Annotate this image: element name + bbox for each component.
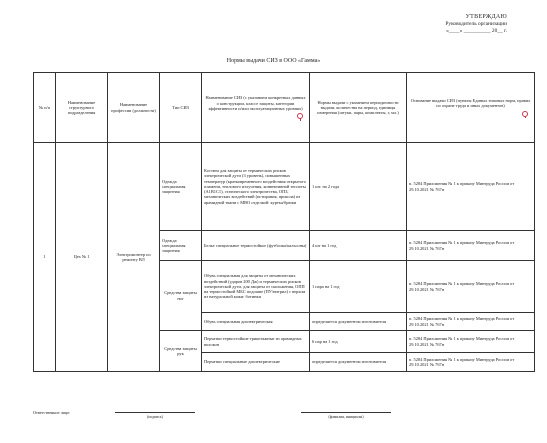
approval-heading: УТВЕРЖДАЮ: [465, 14, 507, 20]
approval-date: «____» __________ 20__ г.: [446, 28, 507, 34]
item-norm: 4 шт на 1 год: [310, 231, 407, 261]
document-title: Нормы выдачи СИЗ в ООО «Гамма»: [226, 58, 321, 64]
row-type-clothing: Одежда специальная защитная: [160, 143, 202, 231]
header-basis-text: Основание выдачи СИЗ (пункты Единых типовых норм, правил по охране труда и иных документов): [410, 98, 531, 109]
item-name: Перчатки специальные диэлектрические: [202, 353, 310, 372]
header-type: Тип СИЗ: [160, 73, 202, 143]
row-profession: Электромонтер по ремонту ВЛ: [108, 143, 160, 372]
table-row: [34, 143, 535, 231]
item-norm: 1 шт. на 2 года: [310, 143, 407, 231]
location-pin-icon: [522, 111, 528, 117]
approval-block: [387, 14, 507, 35]
signature-line: [115, 412, 195, 413]
row-type-hands: Средства защиты рук: [160, 331, 202, 372]
row-type-protection: Средства защиты ног: [160, 261, 202, 331]
signature-caption: (подпись): [147, 415, 163, 419]
header-norm: Нормы выдачи с указанием периодичности выдачи, количества на период, единицы измерения (штуки, пары, комплекты, г, мл.): [310, 73, 407, 143]
item-name: Обувь специальная диэлектрическая: [202, 313, 310, 331]
item-basis: п. 5284 Приложения № 1 к приказу Минтруда России от 29.10.2021 № 767н: [407, 331, 535, 353]
item-basis: п. 5284 Приложения № 1 к приказу Минтруда России от 29.10.2021 № 767н: [407, 231, 535, 261]
row-num: 1: [34, 143, 56, 372]
approval-position: Руководитель организации: [445, 21, 507, 27]
header-row: [34, 73, 535, 143]
header-department: Наименование структурного подразделения: [56, 73, 108, 143]
item-norm: 6 пар на 1 год: [310, 331, 407, 353]
header-name: [202, 73, 310, 143]
item-name: Белье специальное термостойкое (футболка/кальсоны): [202, 231, 310, 261]
item-name: Костюм для защиты от термических рисков электрической дуги (3 уровень), повышенных температур (кратковременного воздействия открытого пламени, теплового излучения, конвективной теплоты (А1В1С1), статического электричества, ОПЗ, механических воздействий (истирания, прокола) из арамидной ткани с МВО отделкой: куртка/брюки: [202, 143, 310, 231]
header-name-text: Наименование СИЗ (с указанием конкретных данных о конструкции, классе защиты, категории эффективности и/или эксплуатационных уровнях): [205, 95, 306, 111]
item-norm: определяется документом изготовителя: [310, 313, 407, 331]
norms-table: [33, 72, 535, 372]
item-norm: 1 пара на 1 год: [310, 261, 407, 313]
header-profession: Наименование профессии (должности): [108, 73, 160, 143]
location-pin-icon: [297, 113, 303, 119]
row-type-clothing: Одежда специальная защитная: [160, 231, 202, 261]
item-basis: п. 5284 Приложения № 1 к приказу Минтруда России от 29.10.2021 № 767н: [407, 143, 535, 231]
item-name: Обувь специальная для защиты от механических воздействий (ударов 200 Дж) и термических рисков электрической дуги, для защиты от скольжения, ОПП на термостойкой МБС подошве (ПУ/нитрил) с верхом из натуральной кожи: ботинки: [202, 261, 310, 313]
item-name: Перчатки термостойкие трикотажные из арамидных волокон: [202, 331, 310, 353]
row-department: Цех № 1: [56, 143, 108, 372]
header-basis: [407, 73, 535, 143]
item-basis: п. 5284 Приложения № 1 к приказу Минтруда России от 29.10.2021 № 767н: [407, 313, 535, 331]
name-caption: (фамилия, инициалы): [328, 415, 364, 419]
header-num: № п/п: [34, 73, 56, 143]
name-line: [301, 412, 391, 413]
responsible-label: Ответственное лицо:: [33, 410, 71, 415]
item-basis: п. 5284 Приложения № 1 к приказу Минтруда России от 29.10.2021 № 767н: [407, 353, 535, 372]
item-norm: определяется документом изготовителя: [310, 353, 407, 372]
item-basis: п. 5284 Приложения № 1 к приказу Минтруда России от 29.10.2021 № 767н: [407, 261, 535, 313]
